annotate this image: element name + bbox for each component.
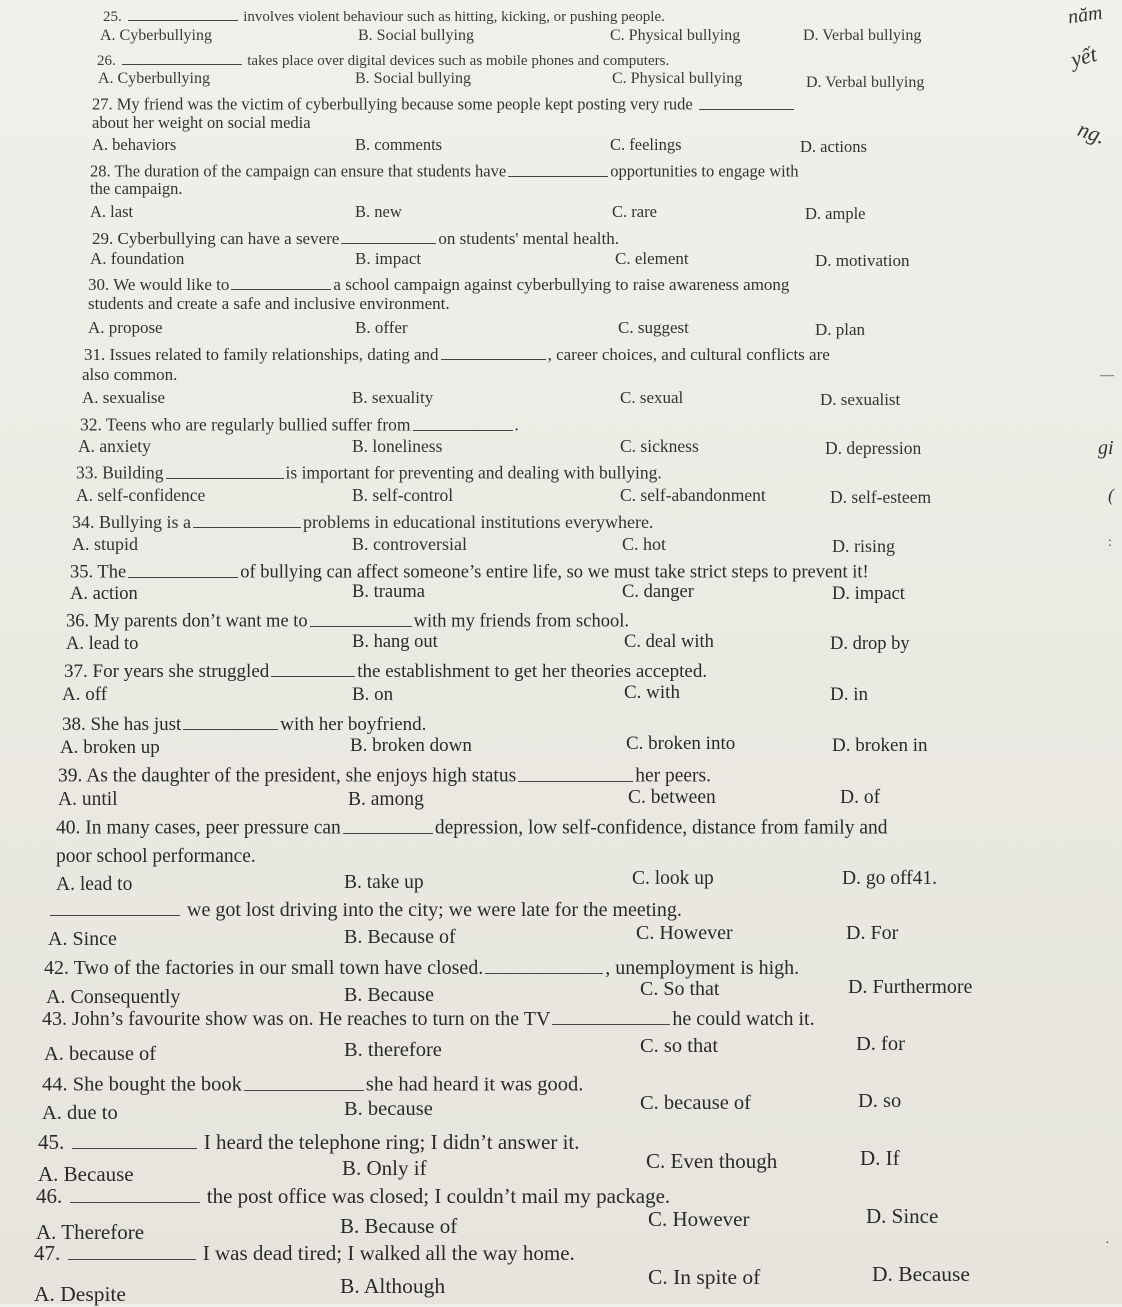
answer-option-b[interactable]: B. new xyxy=(355,202,402,221)
question-text: with her boyfriend. xyxy=(280,714,427,735)
answer-option-b[interactable]: B. Because of xyxy=(344,926,456,948)
answer-blank[interactable] xyxy=(441,342,546,360)
answer-option-d[interactable]: D. Furthermore xyxy=(848,976,973,998)
question-number: 33. xyxy=(76,462,103,483)
answer-blank[interactable] xyxy=(68,1238,196,1260)
question-number: 34. xyxy=(72,512,99,532)
answer-option-b[interactable]: B. trauma xyxy=(352,582,425,602)
answer-option-c[interactable]: C. with xyxy=(624,682,680,703)
question-stem xyxy=(48,895,682,922)
question-number: 37. xyxy=(64,661,93,682)
answer-blank[interactable] xyxy=(271,657,355,677)
answer-option-c[interactable]: C. deal with xyxy=(624,632,714,652)
answer-option-b[interactable]: B. Social bullying xyxy=(355,70,471,87)
answer-option-b[interactable]: B. Although xyxy=(340,1274,446,1298)
answer-option-b[interactable]: B. on xyxy=(352,684,394,705)
answer-option-d[interactable]: D. ample xyxy=(805,204,866,223)
answer-option-a[interactable]: A. due to xyxy=(42,1102,118,1124)
question-number: 45. xyxy=(38,1130,70,1154)
question-stem xyxy=(80,412,519,435)
question-text: we got lost driving into the city; we were late for the meeting. xyxy=(182,899,682,921)
question-stem xyxy=(56,813,888,840)
question-text: The xyxy=(97,562,127,583)
answer-blank[interactable] xyxy=(166,460,284,479)
question-text: Building xyxy=(102,462,164,483)
question-stem xyxy=(70,558,869,584)
answer-option-c[interactable]: C. However xyxy=(648,1207,750,1231)
margin-note: ng. xyxy=(1074,116,1110,149)
question-text: problems in educational institutions everywhere. xyxy=(303,512,654,532)
question-stem xyxy=(76,460,662,483)
question-number: 30. xyxy=(88,275,114,294)
answer-option-b[interactable]: B. because xyxy=(344,1098,433,1120)
question-number: 26. xyxy=(97,53,120,69)
answer-option-a[interactable]: A. Cyberbullying xyxy=(98,70,210,87)
answer-option-a[interactable]: A. Because xyxy=(38,1162,134,1186)
answer-option-a[interactable]: A. off xyxy=(62,684,108,705)
answer-option-a[interactable]: A. self-confidence xyxy=(76,485,206,505)
answer-option-c[interactable]: C. feelings xyxy=(610,135,682,154)
answer-option-c[interactable]: C. because of xyxy=(640,1092,751,1114)
question-number: 35. xyxy=(70,562,98,583)
answer-option-d[interactable]: D. rising xyxy=(832,536,895,556)
question-text: involves violent behaviour such as hitting, kicking, or pushing people. xyxy=(239,9,665,25)
question-number: 27. xyxy=(92,94,117,114)
question-continuation: also common. xyxy=(82,365,178,384)
answer-option-c[interactable]: C. Even though xyxy=(646,1149,778,1173)
question-text: she had heard it was good. xyxy=(365,1073,584,1096)
answer-option-a[interactable]: A. Therefore xyxy=(36,1220,145,1244)
answer-option-d[interactable]: D. for xyxy=(856,1033,905,1055)
answer-option-d[interactable]: D. impact xyxy=(832,584,905,604)
question-text: Issues related to family relationships, dating and xyxy=(109,345,439,364)
question-text: , unemployment is high. xyxy=(605,957,800,979)
question-number: 31. xyxy=(84,345,110,364)
question-text: Teens who are regularly bullied suffer from xyxy=(105,414,411,435)
question-text: , career choices, and cultural conflicts are xyxy=(547,345,830,364)
answer-option-b[interactable]: B. broken down xyxy=(350,735,472,756)
answer-option-c[interactable]: C. sexual xyxy=(620,388,684,407)
question-continuation: the campaign. xyxy=(90,179,183,198)
answer-option-a[interactable]: A. Consequently xyxy=(46,986,181,1008)
margin-mark: — xyxy=(1100,368,1114,383)
question-stem xyxy=(84,342,830,365)
answer-option-d[interactable]: D. sexualist xyxy=(820,390,901,409)
question-number: 47. xyxy=(34,1241,66,1265)
question-stem xyxy=(66,607,629,633)
question-text: depression, low self-confidence, distance from family and xyxy=(434,817,888,839)
answer-option-a[interactable]: A. anxiety xyxy=(78,436,151,456)
question-text: John’s favourite show was on. He reaches to turn on the TV xyxy=(72,1008,551,1030)
answer-option-c[interactable]: C. hot xyxy=(622,534,667,554)
answer-blank[interactable] xyxy=(70,1181,200,1203)
answer-option-c[interactable]: C. broken into xyxy=(626,733,736,754)
answer-option-c[interactable]: C. In spite of xyxy=(648,1265,761,1289)
question-text: My parents don’t want me to xyxy=(93,611,308,632)
question-stem xyxy=(58,761,711,788)
answer-option-c[interactable]: C. self-abandonment xyxy=(620,485,766,505)
margin-note: năm xyxy=(1066,1,1104,29)
answer-blank[interactable] xyxy=(50,895,180,916)
question-text: In many cases, peer pressure can xyxy=(85,817,341,839)
margin-note: yết xyxy=(1068,41,1100,72)
margin-note: ( xyxy=(1108,485,1114,505)
answer-blank[interactable] xyxy=(72,1127,197,1149)
answer-option-a[interactable]: A. Despite xyxy=(34,1282,126,1306)
answer-option-c[interactable]: C. So that xyxy=(640,978,720,1000)
question-stem xyxy=(42,1069,583,1097)
answer-blank[interactable] xyxy=(244,1069,364,1091)
answer-option-b[interactable]: B. among xyxy=(348,789,424,810)
answer-option-d[interactable]: D. in xyxy=(830,684,868,705)
question-number: 28. xyxy=(90,161,115,181)
answer-option-d[interactable]: D. drop by xyxy=(830,634,910,654)
answer-option-a[interactable]: A. because of xyxy=(44,1043,157,1065)
question-stem xyxy=(36,1181,670,1208)
question-text: opportunities to engage with xyxy=(610,161,799,181)
answer-option-c[interactable]: C. However xyxy=(636,922,733,944)
question-stem xyxy=(103,5,665,26)
answer-option-b[interactable]: B. self-control xyxy=(352,485,454,505)
answer-blank[interactable] xyxy=(122,49,242,65)
question-stem xyxy=(92,92,796,114)
question-number: 40. xyxy=(56,817,86,839)
answer-blank[interactable] xyxy=(518,761,633,782)
answer-blank[interactable] xyxy=(231,272,331,290)
answer-blank[interactable] xyxy=(413,412,513,431)
question-text: I heard the telephone ring; I didn’t answer it. xyxy=(198,1130,580,1154)
margin-note: gi xyxy=(1098,437,1114,459)
answer-option-d[interactable]: D. broken in xyxy=(832,735,928,756)
answer-option-d[interactable]: D. of xyxy=(840,787,881,808)
question-continuation: students and create a safe and inclusive environment. xyxy=(88,294,450,313)
answer-option-d[interactable]: D. motivation xyxy=(815,251,910,270)
answer-blank[interactable] xyxy=(128,5,238,21)
answer-blank[interactable] xyxy=(193,509,301,528)
answer-option-b[interactable]: B. sexuality xyxy=(352,388,434,407)
answer-option-c[interactable]: C. sickness xyxy=(620,436,699,456)
question-text: takes place over digital devices such as mobile phones and computers. xyxy=(243,53,670,69)
answer-option-a[interactable]: A. lead to xyxy=(56,874,133,895)
question-stem xyxy=(92,226,619,249)
answer-option-c[interactable]: C. danger xyxy=(622,582,694,602)
question-number: 32. xyxy=(80,414,106,435)
answer-option-a[interactable]: A. behaviors xyxy=(92,135,177,154)
answer-blank[interactable] xyxy=(699,92,794,110)
question-stem xyxy=(34,1238,575,1265)
answer-option-d[interactable]: D. Because xyxy=(872,1262,970,1286)
answer-option-d[interactable]: D. Verbal bullying xyxy=(803,27,922,44)
answer-blank[interactable] xyxy=(310,607,412,627)
answer-option-d[interactable]: D. Since xyxy=(866,1204,939,1228)
answer-option-d[interactable]: D. so xyxy=(858,1090,902,1112)
question-stem xyxy=(42,1004,815,1031)
answer-option-d[interactable]: D. self-esteem xyxy=(830,487,932,507)
question-number: 46. xyxy=(36,1184,68,1208)
answer-option-a[interactable]: A. Since xyxy=(48,928,117,950)
question-number: 44. xyxy=(42,1073,73,1096)
question-stem xyxy=(88,272,789,295)
answer-option-a[interactable]: A. propose xyxy=(88,318,163,337)
answer-option-b[interactable]: B. controversial xyxy=(352,534,467,554)
question-text: As the daughter of the president, she enjoys high status xyxy=(86,765,517,787)
answer-option-a[interactable]: A. sexualise xyxy=(82,388,166,407)
answer-option-b[interactable]: B. therefore xyxy=(344,1039,442,1061)
question-text: a school campaign against cyberbullying to raise awareness among xyxy=(333,275,790,294)
question-text: . xyxy=(514,414,519,435)
answer-option-b[interactable]: B. hang out xyxy=(352,632,438,652)
answer-option-a[interactable]: A. foundation xyxy=(90,249,185,268)
question-text: the post office was closed; I couldn’t mail my package. xyxy=(201,1184,671,1208)
answer-option-b[interactable]: B. Social bullying xyxy=(358,27,474,44)
question-text: on students' mental health. xyxy=(438,229,619,248)
question-text: the establishment to get her theories accepted. xyxy=(357,661,708,682)
question-number: 38. xyxy=(62,714,91,735)
answer-option-d[interactable]: D. go off41. xyxy=(842,868,937,889)
answer-option-b[interactable]: B. Because xyxy=(344,984,434,1006)
question-text: I was dead tired; I walked all the way home. xyxy=(197,1241,575,1265)
answer-option-b[interactable]: B. take up xyxy=(344,872,424,893)
question-text: he could watch it. xyxy=(672,1008,815,1030)
question-text: We would like to xyxy=(113,275,230,294)
answer-option-c[interactable]: C. look up xyxy=(632,868,714,889)
answer-blank[interactable] xyxy=(341,226,436,244)
question-stem xyxy=(38,1127,580,1154)
question-number: 43. xyxy=(42,1008,72,1030)
answer-option-c[interactable]: C. suggest xyxy=(618,318,689,337)
question-stem xyxy=(64,657,707,683)
question-text: Two of the factories in our small town have closed. xyxy=(73,957,484,979)
answer-option-c[interactable]: C. so that xyxy=(640,1035,719,1057)
question-continuation: poor school performance. xyxy=(56,846,256,867)
answer-option-a[interactable]: A. action xyxy=(70,584,138,604)
answer-blank[interactable] xyxy=(485,953,603,974)
answer-option-c[interactable]: C. rare xyxy=(612,202,657,221)
question-stem xyxy=(72,509,653,533)
answer-option-a[interactable]: A. lead to xyxy=(66,634,139,654)
question-text: Bullying is a xyxy=(99,512,192,532)
margin-mark: : xyxy=(1108,535,1112,550)
question-stem xyxy=(97,49,669,70)
answer-option-d[interactable]: D. depression xyxy=(825,438,922,458)
question-text: is important for preventing and dealing with bullying. xyxy=(285,462,662,483)
answer-option-a[interactable]: A. broken up xyxy=(60,737,160,758)
answer-blank[interactable] xyxy=(183,710,278,730)
question-number: 42. xyxy=(44,957,74,979)
answer-option-d[interactable]: D. plan xyxy=(815,320,866,339)
question-text: She has just xyxy=(90,714,182,735)
question-stem xyxy=(62,710,426,736)
question-text: Cyberbullying can have a severe xyxy=(117,229,340,248)
answer-option-d[interactable]: D. For xyxy=(846,922,899,944)
answer-option-d[interactable]: D. Verbal bullying xyxy=(806,74,925,91)
question-number: 39. xyxy=(58,765,87,787)
answer-option-b[interactable]: B. loneliness xyxy=(352,436,443,456)
answer-option-a[interactable]: A. last xyxy=(90,202,134,221)
question-text: with my friends from school. xyxy=(413,611,629,632)
answer-option-c[interactable]: C. Physical bullying xyxy=(610,27,741,44)
question-stem xyxy=(90,159,799,181)
answer-blank[interactable] xyxy=(552,1004,670,1025)
answer-option-c[interactable]: C. between xyxy=(628,787,716,808)
answer-option-d[interactable]: D. If xyxy=(860,1146,900,1170)
answer-blank[interactable] xyxy=(128,558,238,578)
answer-option-b[interactable]: B. offer xyxy=(355,318,408,337)
question-number: 25. xyxy=(103,9,126,25)
question-number: 36. xyxy=(66,611,94,632)
answer-blank[interactable] xyxy=(508,159,608,177)
answer-option-d[interactable]: D. actions xyxy=(800,137,867,156)
answer-option-b[interactable]: B. Because of xyxy=(340,1214,458,1238)
question-text: For years she struggled xyxy=(92,661,270,682)
answer-option-b[interactable]: B. impact xyxy=(355,249,422,268)
question-text: of bullying can affect someone’s entire life, so we must take strict steps to prevent it! xyxy=(240,562,869,583)
question-stem xyxy=(44,953,799,980)
answer-blank[interactable] xyxy=(343,813,433,834)
question-number: 29. xyxy=(92,229,118,248)
answer-option-c[interactable]: C. element xyxy=(615,249,689,268)
answer-option-a[interactable]: A. Cyberbullying xyxy=(100,27,212,44)
answer-option-c[interactable]: C. Physical bullying xyxy=(612,70,743,87)
answer-option-b[interactable]: B. Only if xyxy=(342,1156,427,1180)
question-continuation: about her weight on social media xyxy=(92,113,311,132)
question-text: The duration of the campaign can ensure that students have xyxy=(114,161,507,181)
question-text: her peers. xyxy=(635,765,711,787)
margin-mark: · xyxy=(1105,1236,1110,1251)
answer-option-a[interactable]: A. until xyxy=(58,789,118,810)
answer-option-a[interactable]: A. stupid xyxy=(72,534,139,554)
answer-option-b[interactable]: B. comments xyxy=(355,135,443,154)
question-text: She bought the book xyxy=(72,1073,242,1096)
question-text: My friend was the victim of cyberbullying because some people kept posting very rude xyxy=(116,94,697,114)
